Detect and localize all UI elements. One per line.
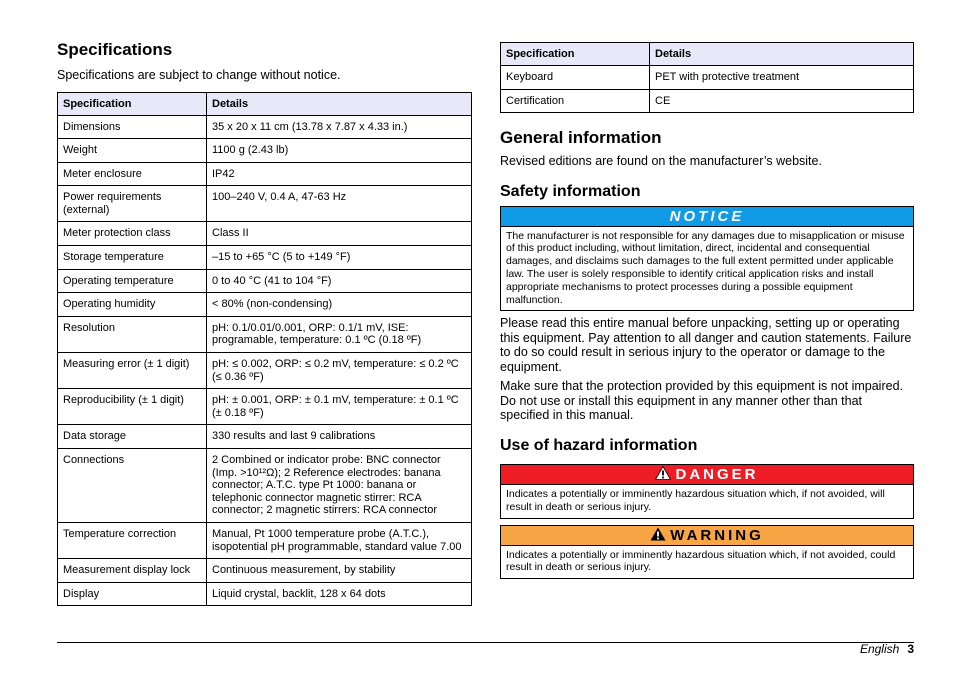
- hazard-information-heading: Use of hazard information: [500, 436, 698, 454]
- spec-name-cell: Data storage: [58, 425, 207, 449]
- spec-name-cell: Meter enclosure: [58, 162, 207, 186]
- general-information-text: Revised editions are found on the manufacturer’s website.: [500, 154, 822, 169]
- spec-detail-cell: pH: ± 0.001, ORP: ± 0.1 mV, temperature: ± 0.1 ºC (± 0.18 ºF): [207, 389, 472, 425]
- page-number: 3: [907, 642, 914, 656]
- spec-name-cell: Certification: [501, 89, 650, 113]
- danger-label: DANGER: [675, 465, 759, 483]
- spec-name-cell: Power requirements (external): [58, 186, 207, 222]
- left-column: [57, 38, 472, 606]
- spec-name-cell: Connections: [58, 449, 207, 523]
- table-row: [501, 89, 914, 113]
- spec-detail-cell: 100–240 V, 0.4 A, 47-63 Hz: [207, 186, 472, 222]
- danger-header: [501, 465, 913, 485]
- table-row: [58, 293, 472, 317]
- table-header-cell: Details: [650, 43, 914, 66]
- table-row: [58, 186, 472, 222]
- notice-label: NOTICE: [501, 207, 913, 227]
- page-footer: [860, 642, 914, 656]
- table-header-row: [501, 43, 914, 66]
- table-row: [58, 559, 472, 583]
- spec-name-cell: Operating humidity: [58, 293, 207, 317]
- notice-box: [500, 206, 914, 312]
- spec-detail-cell: Continuous measurement, by stability: [207, 559, 472, 583]
- spec-detail-cell: Manual, Pt 1000 temperature probe (A.T.C.), isopotential pH programmable, standard value 7.00: [207, 522, 472, 558]
- spec-detail-cell: < 80% (non-condensing): [207, 293, 472, 317]
- warning-box: [500, 525, 914, 580]
- warning-triangle-icon: [650, 527, 666, 541]
- table-row: [58, 316, 472, 352]
- table-row: [58, 139, 472, 163]
- spec-name-cell: Meter protection class: [58, 222, 207, 246]
- spec-name-cell: Weight: [58, 139, 207, 163]
- spec-detail-cell: CE: [650, 89, 914, 113]
- notice-text: The manufacturer is not responsible for any damages due to misapplication or misuse of this product including, without limitation, direct, incidental and consequential damages, and disclaims such damages to the full extent permitted under applicable law. The user is solely responsible to identify critical application risks and install appropriate mechanisms to protect processes during a possible equipment malfunction.: [506, 229, 905, 306]
- table-row: [58, 425, 472, 449]
- spec-name-cell: Measurement display lock: [58, 559, 207, 583]
- spec-detail-cell: 35 x 20 x 11 cm (13.78 x 7.87 x 4.33 in.): [207, 115, 472, 139]
- specifications-table-continued: [500, 42, 914, 113]
- table-row: [58, 222, 472, 246]
- spec-detail-cell: Class II: [207, 222, 472, 246]
- spec-detail-cell: PET with protective treatment: [650, 66, 914, 90]
- specifications-intro: Specifications are subject to change without notice.: [57, 68, 341, 82]
- table-row: [58, 522, 472, 558]
- table-row: [58, 115, 472, 139]
- danger-text: Indicates a potentially or imminently hazardous situation which, if not avoided, will result in death or serious injury.: [506, 487, 885, 513]
- table-header-cell: Details: [207, 92, 472, 115]
- spec-detail-cell: IP42: [207, 162, 472, 186]
- spec-name-cell: Keyboard: [501, 66, 650, 90]
- warning-label: WARNING: [670, 526, 764, 544]
- table-row: [58, 353, 472, 389]
- spec-name-cell: Dimensions: [58, 115, 207, 139]
- spec-detail-cell: pH: ≤ 0.002, ORP: ≤ 0.2 mV, temperature: ≤ 0.2 ºC (≤ 0.36 ºF): [207, 353, 472, 389]
- spec-name-cell: Measuring error (± 1 digit): [58, 353, 207, 389]
- table-row: [58, 162, 472, 186]
- table-header-row: [58, 92, 472, 115]
- footer-language: English: [859, 642, 900, 656]
- footer-divider: [57, 642, 914, 643]
- table-row: [58, 582, 472, 606]
- danger-box: [500, 464, 914, 519]
- safety-paragraph-1: Please read this entire manual before unpacking, setting up or operating this equipment. Pay attention to all danger and caution statements. Failure to do so could result in serious injury to the operator or damage to the equipment.: [500, 316, 912, 374]
- table-row: [58, 449, 472, 523]
- safety-information-heading: Safety information: [500, 182, 641, 200]
- spec-name-cell: Operating temperature: [58, 269, 207, 293]
- table-row: [501, 66, 914, 90]
- table-row: [58, 269, 472, 293]
- spec-detail-cell: 0 to 40 °C (41 to 104 °F): [207, 269, 472, 293]
- warning-text: Indicates a potentially or imminently hazardous situation which, if not avoided, could result in death or serious injury.: [506, 548, 896, 574]
- table-header-cell: Specification: [501, 43, 650, 66]
- spec-detail-cell: 1100 g (2.43 lb): [207, 139, 472, 163]
- general-information-heading: General information: [500, 128, 662, 148]
- spec-name-cell: Temperature correction: [58, 522, 207, 558]
- spec-detail-cell: pH: 0.1/0.01/0.001, ORP: 0.1/1 mV, ISE: programable, temperature: 0.1 ºC (0.18 ºF): [207, 316, 472, 352]
- spec-detail-cell: 330 results and last 9 calibrations: [207, 425, 472, 449]
- table-row: [58, 246, 472, 270]
- spec-detail-cell: 2 Combined or indicator probe: BNC connector (Imp. >10¹²Ω); 2 Reference electrodes: banana connector; A.T.C. type Pt 1000: banana or telephonic connector magnetic stirrer: RCA connector; 2 magnetic stirrers: RCA connector: [207, 449, 472, 523]
- right-column: [500, 42, 914, 579]
- warning-header: [501, 526, 913, 546]
- spec-detail-cell: –15 to +65 °C (5 to +149 °F): [207, 246, 472, 270]
- table-row: [58, 389, 472, 425]
- spec-name-cell: Storage temperature: [58, 246, 207, 270]
- warning-triangle-icon: [655, 466, 671, 480]
- table-header-cell: Specification: [58, 92, 207, 115]
- specifications-table: [57, 92, 472, 607]
- spec-name-cell: Display: [58, 582, 207, 606]
- spec-name-cell: Reproducibility (± 1 digit): [58, 389, 207, 425]
- specifications-heading: Specifications: [57, 40, 173, 59]
- spec-detail-cell: Liquid crystal, backlit, 128 x 64 dots: [207, 582, 472, 606]
- safety-paragraph-2: Make sure that the protection provided by this equipment is not impaired. Do not use or install this equipment in any manner other than that specified in this manual.: [500, 379, 903, 423]
- spec-name-cell: Resolution: [58, 316, 207, 352]
